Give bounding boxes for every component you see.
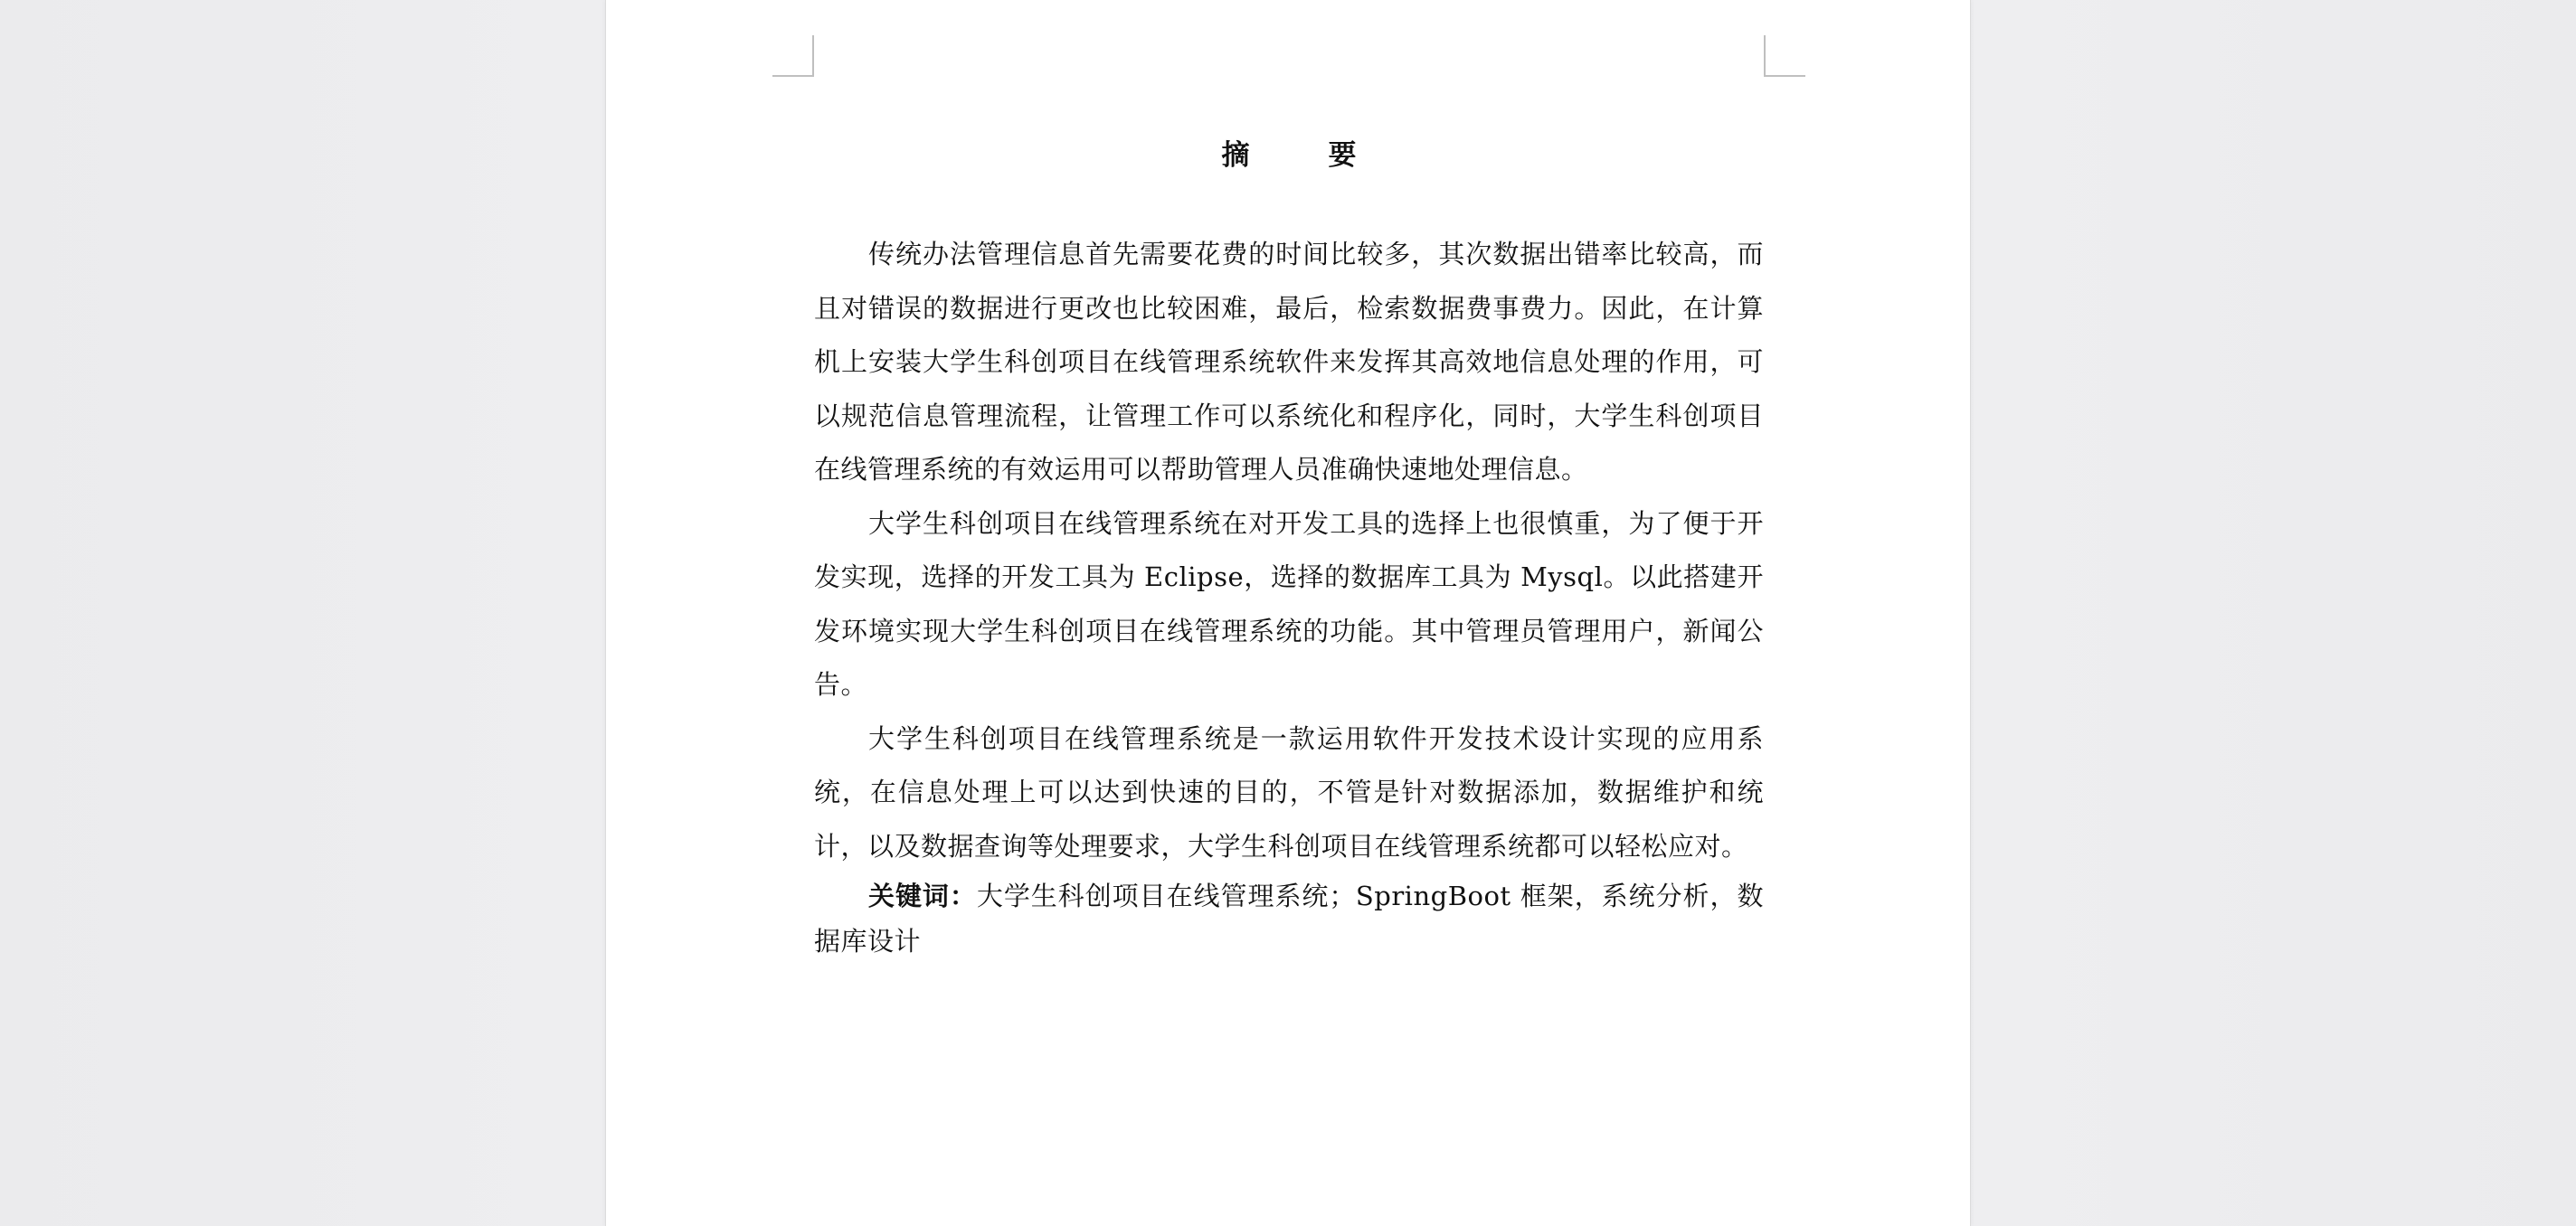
document-body[interactable] bbox=[814, 136, 1764, 964]
margin-corner-mark-top-left bbox=[772, 35, 814, 77]
keywords-line bbox=[814, 873, 1764, 964]
abstract-title: 摘 要 bbox=[1221, 139, 1382, 172]
abstract-paragraph-1: 传统办法管理信息首先需要花费的时间比较多，其次数据出错率比较高，而且对错误的数据进行更改也比较困难，最后，检索数据费事费力。因此，在计算机上安装大学生科创项目在线管理系统软件来发挥其高效地信息处理的作用，可以规范信息管理流程，让管理工作可以系统化和程序化，同时，大学生科创项目在线管理系统的有效运用可以帮助管理人员准确快速地处理信息。 bbox=[814, 239, 1764, 485]
keywords-text: 大学生科创项目在线管理系统；SpringBoot 框架，系统分析，数据库设计 bbox=[814, 881, 1764, 957]
abstract-paragraph-3: 大学生科创项目在线管理系统是一款运用软件开发技术设计实现的应用系统，在信息处理上可以达到快速的目的，不管是针对数据添加，数据维护和统计，以及数据查询等处理要求，大学生科创项目在线管理系统都可以轻松应对。 bbox=[814, 722, 1764, 862]
document-page[interactable] bbox=[606, 0, 1970, 1226]
margin-corner-mark-top-right bbox=[1764, 35, 1805, 77]
abstract-paragraph-2: 大学生科创项目在线管理系统在对开发工具的选择上也很慎重，为了便于开发实现，选择的开发工具为 Eclipse，选择的数据库工具为 Mysql。以此搭建开发环境实现大学生科创项目在线管理系统的功能。其中管理员管理用户，新闻公告。 bbox=[814, 507, 1764, 700]
keywords-label: 关键词： bbox=[868, 881, 977, 911]
